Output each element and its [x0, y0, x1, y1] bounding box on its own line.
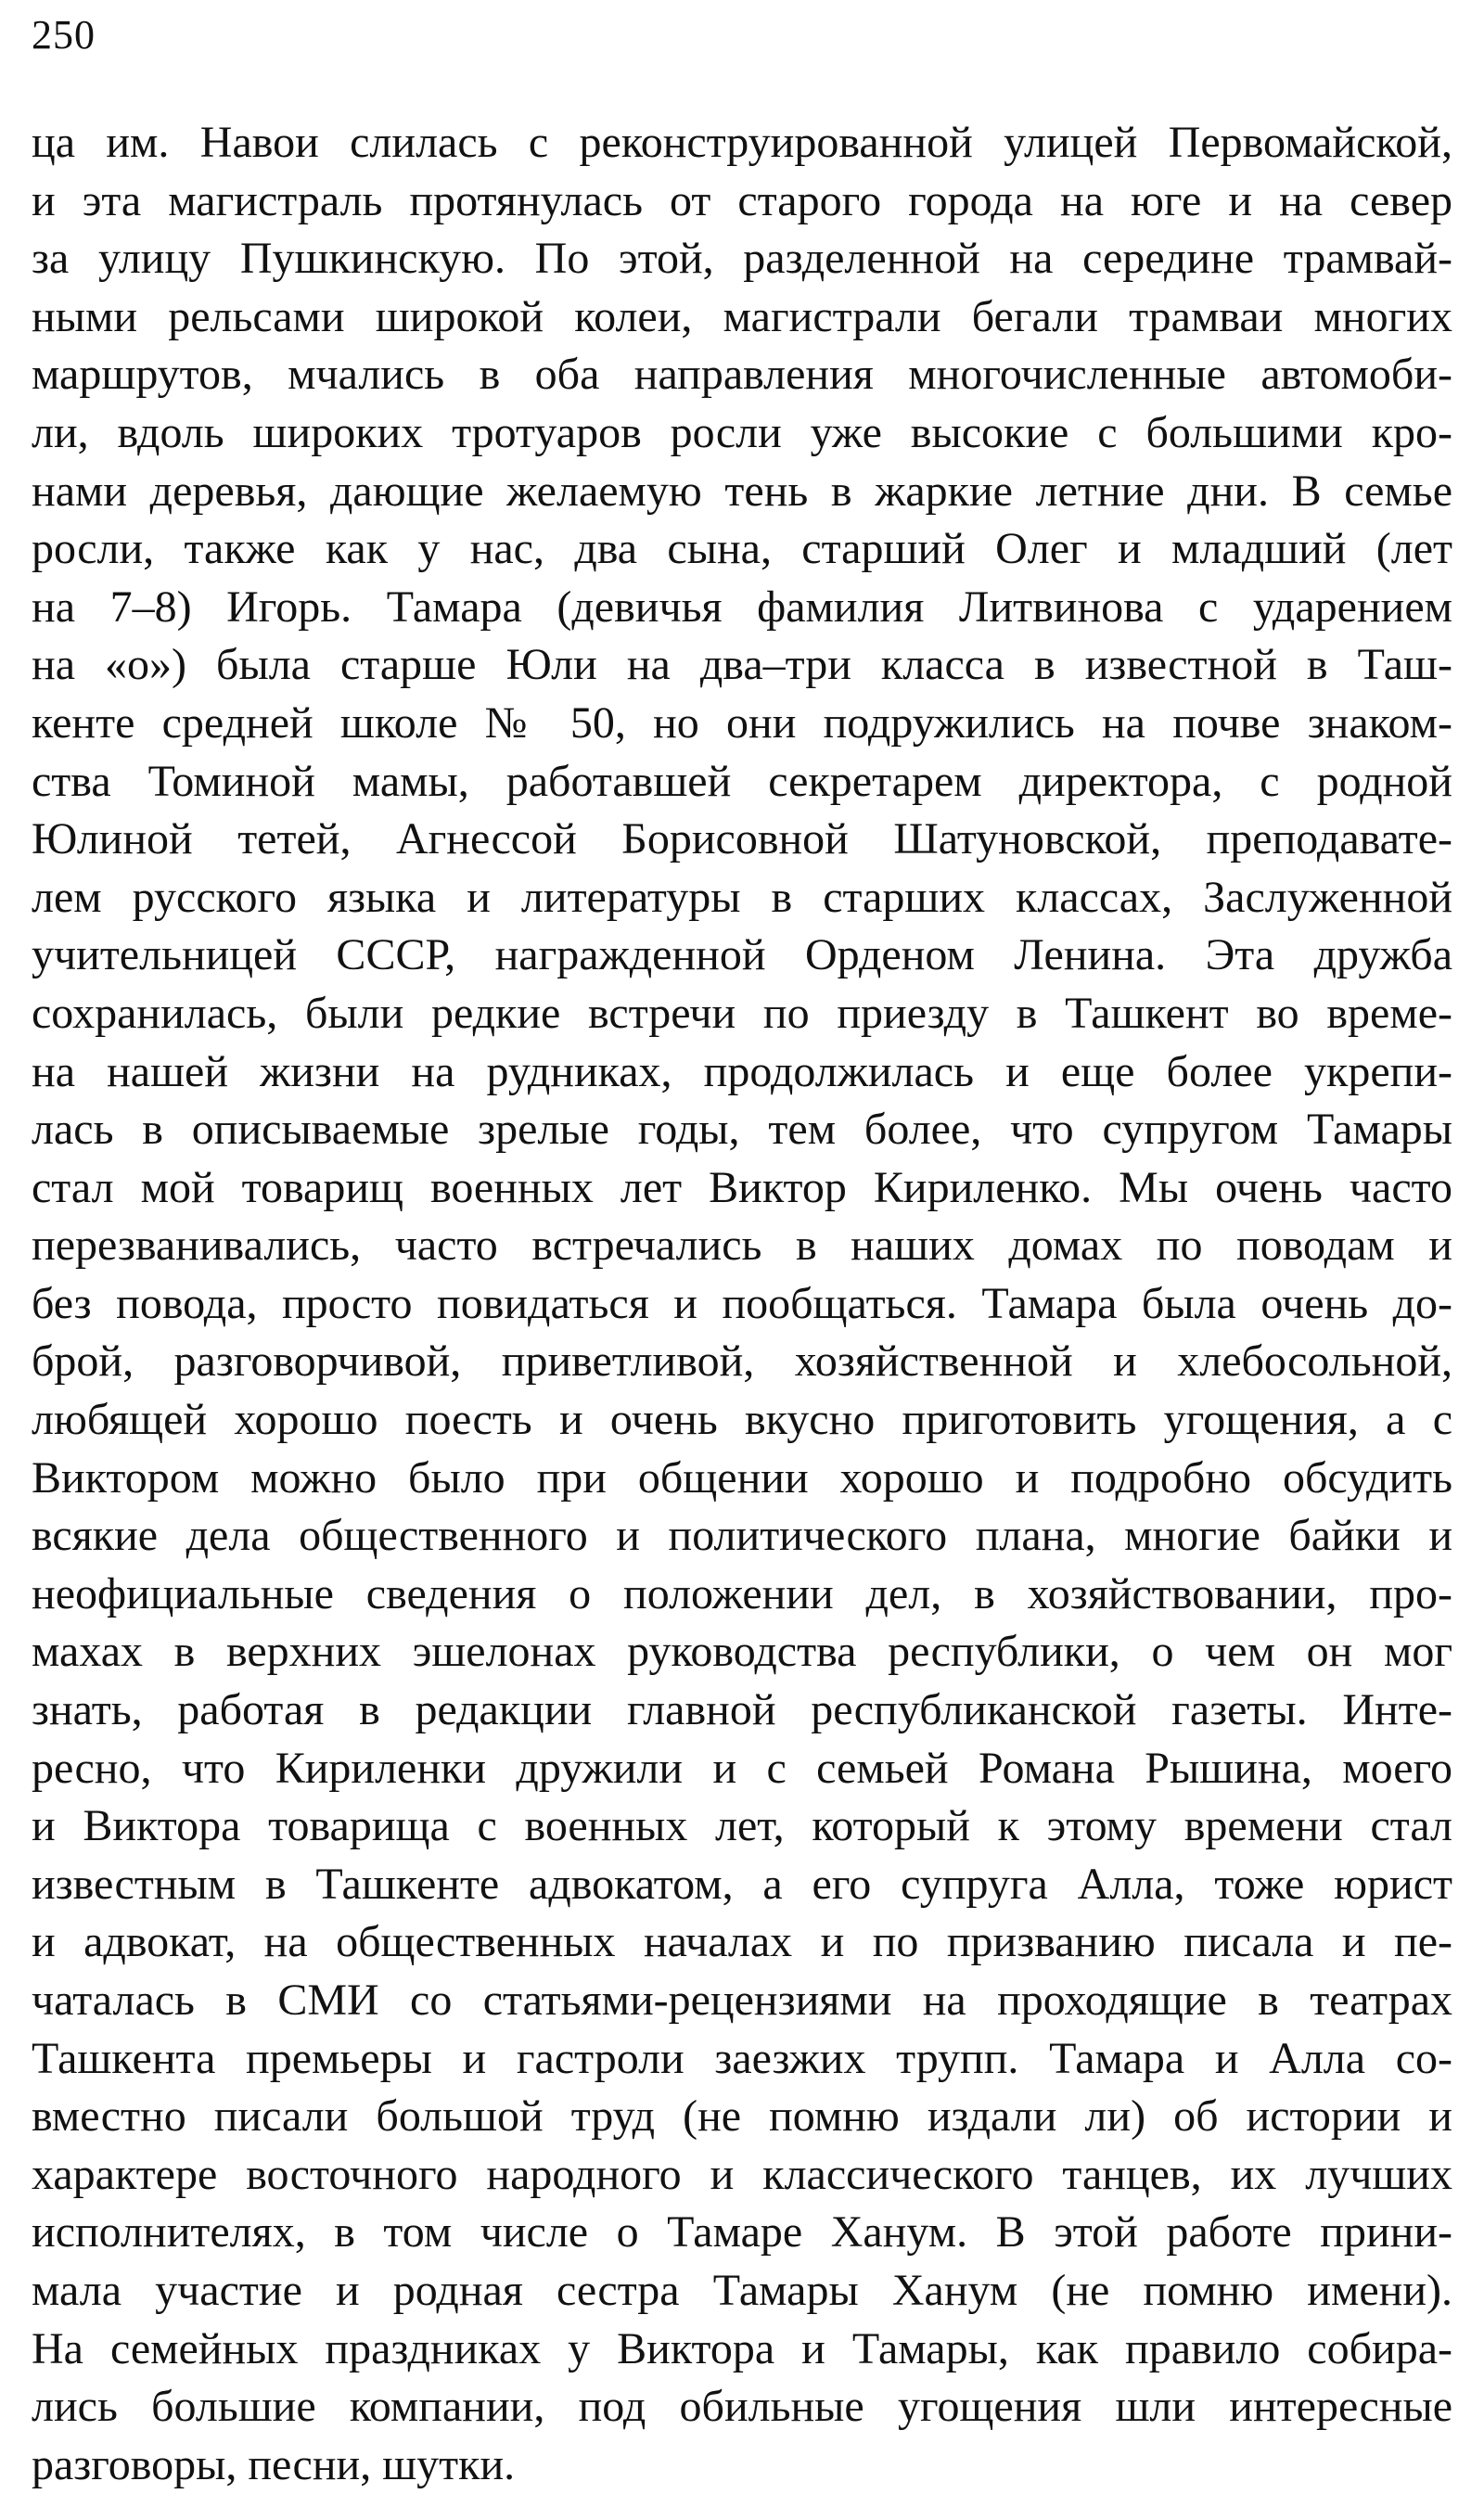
text-line: известным в Ташкенте адвокатом, а его супруга Алла, тоже юрист — [32, 1859, 1452, 1909]
text-line: на нашей жизни на рудниках, продолжилась и еще более укрепи- — [32, 1046, 1452, 1096]
text-line: лем русского языка и литературы в старших классах, Заслуженной — [32, 872, 1452, 922]
text-line: мала участие и родная сестра Тамары Ханум (не помню имени). — [32, 2265, 1452, 2315]
text-line: ца им. Навои слилась с реконструированной улицей Первомайской, — [32, 118, 1452, 167]
text-line: и Виктора товарища с военных лет, который к этому времени стал — [32, 1801, 1452, 1851]
text-line: лись большие компании, под обильные угощения шли интересные — [32, 2382, 1452, 2432]
text-line: неофициальные сведения о положении дел, в хозяйствовании, про- — [32, 1568, 1452, 1618]
text-line: нами деревья, дающие желаемую тень в жаркие летние дни. В семье — [32, 466, 1452, 516]
text-line-last: разговоры, песни, шутки. — [32, 2439, 516, 2489]
text-line: кенте средней школе № 50, но они подружились на почве знаком- — [32, 697, 1452, 748]
text-line: знать, работая в редакции главной республиканской газеты. Инте- — [32, 1685, 1452, 1735]
text-line: и эта магистраль протянулась от старого города на юге и на север — [32, 175, 1452, 225]
text-line: исполнителях, в том числе о Тамаре Ханум. В этой работе прини- — [32, 2207, 1452, 2257]
text-line: вместно писали большой труд (не помню издали ли) об истории и — [32, 2091, 1452, 2142]
text-line: Юлиной тетей, Агнессой Борисовной Шатуновской, преподавате- — [32, 814, 1452, 864]
text-line: чаталась в СМИ со статьями-рецензиями на проходящие в театрах — [32, 1976, 1452, 2025]
text-line: на «о») была старше Юли на два–три класса в известной в Таш- — [32, 640, 1452, 690]
text-line: брой, разговорчивой, приветливой, хозяйственной и хлебосольной, — [32, 1337, 1452, 1387]
page-number: 250 — [32, 12, 96, 58]
page-body-text — [32, 114, 1452, 2494]
text-line: ресно, что Кириленки дружили и с семьей Романа Рышина, моего — [32, 1743, 1452, 1793]
text-line: ства Томиной мамы, работавшей секретарем директора, с родной — [32, 756, 1452, 806]
text-line: на 7–8) Игорь. Тамара (девичья фамилия Литвинова с ударением — [32, 582, 1452, 632]
text-line: На семейных праздниках у Виктора и Тамары, как правило собира- — [32, 2323, 1452, 2373]
text-line: перезванивались, часто встречались в наших домах по поводам и — [32, 1221, 1452, 1271]
text-line: любящей хорошо поесть и очень вкусно приготовить угощения, а с — [32, 1395, 1452, 1445]
text-line: ными рельсами широкой колеи, магистрали бегали трамваи многих — [32, 291, 1452, 341]
text-line: Виктором можно было при общении хорошо и подробно обсудить — [32, 1452, 1452, 1503]
text-line: и адвокат, на общественных началах и по призванию писала и пе- — [32, 1917, 1452, 1967]
text-line: учительницей СССР, награжденной Орденом Ленина. Эта дружба — [32, 930, 1452, 980]
text-line: Ташкента премьеры и гастроли заезжих трупп. Тамара и Алла со- — [32, 2033, 1452, 2083]
text-line: всякие дела общественного и политического плана, многие байки и — [32, 1511, 1452, 1561]
text-line: махах в верхних эшелонах руководства республики, о чем он мог — [32, 1627, 1452, 1677]
text-line: маршрутов, мчались в оба направления многочисленные автомоби- — [32, 350, 1452, 400]
text-line: ли, вдоль широких тротуаров росли уже высокие с большими кро- — [32, 407, 1452, 457]
text-line: росли, также как у нас, два сына, старший Олег и младший (лет — [32, 524, 1452, 574]
text-line: за улицу Пушкинскую. По этой, разделенной на середине трамвай- — [32, 234, 1452, 284]
text-line: сохранилась, были редкие встречи по приезду в Ташкент во време- — [32, 988, 1452, 1038]
text-line: лась в описываемые зрелые годы, тем более, что супругом Тамары — [32, 1105, 1452, 1155]
text-line: характере восточного народного и классического танцев, их лучших — [32, 2149, 1452, 2199]
text-line: без повода, просто повидаться и пообщаться. Тамара была очень до- — [32, 1278, 1452, 1328]
text-line: стал мой товарищ военных лет Виктор Кириленко. Мы очень часто — [32, 1162, 1452, 1212]
